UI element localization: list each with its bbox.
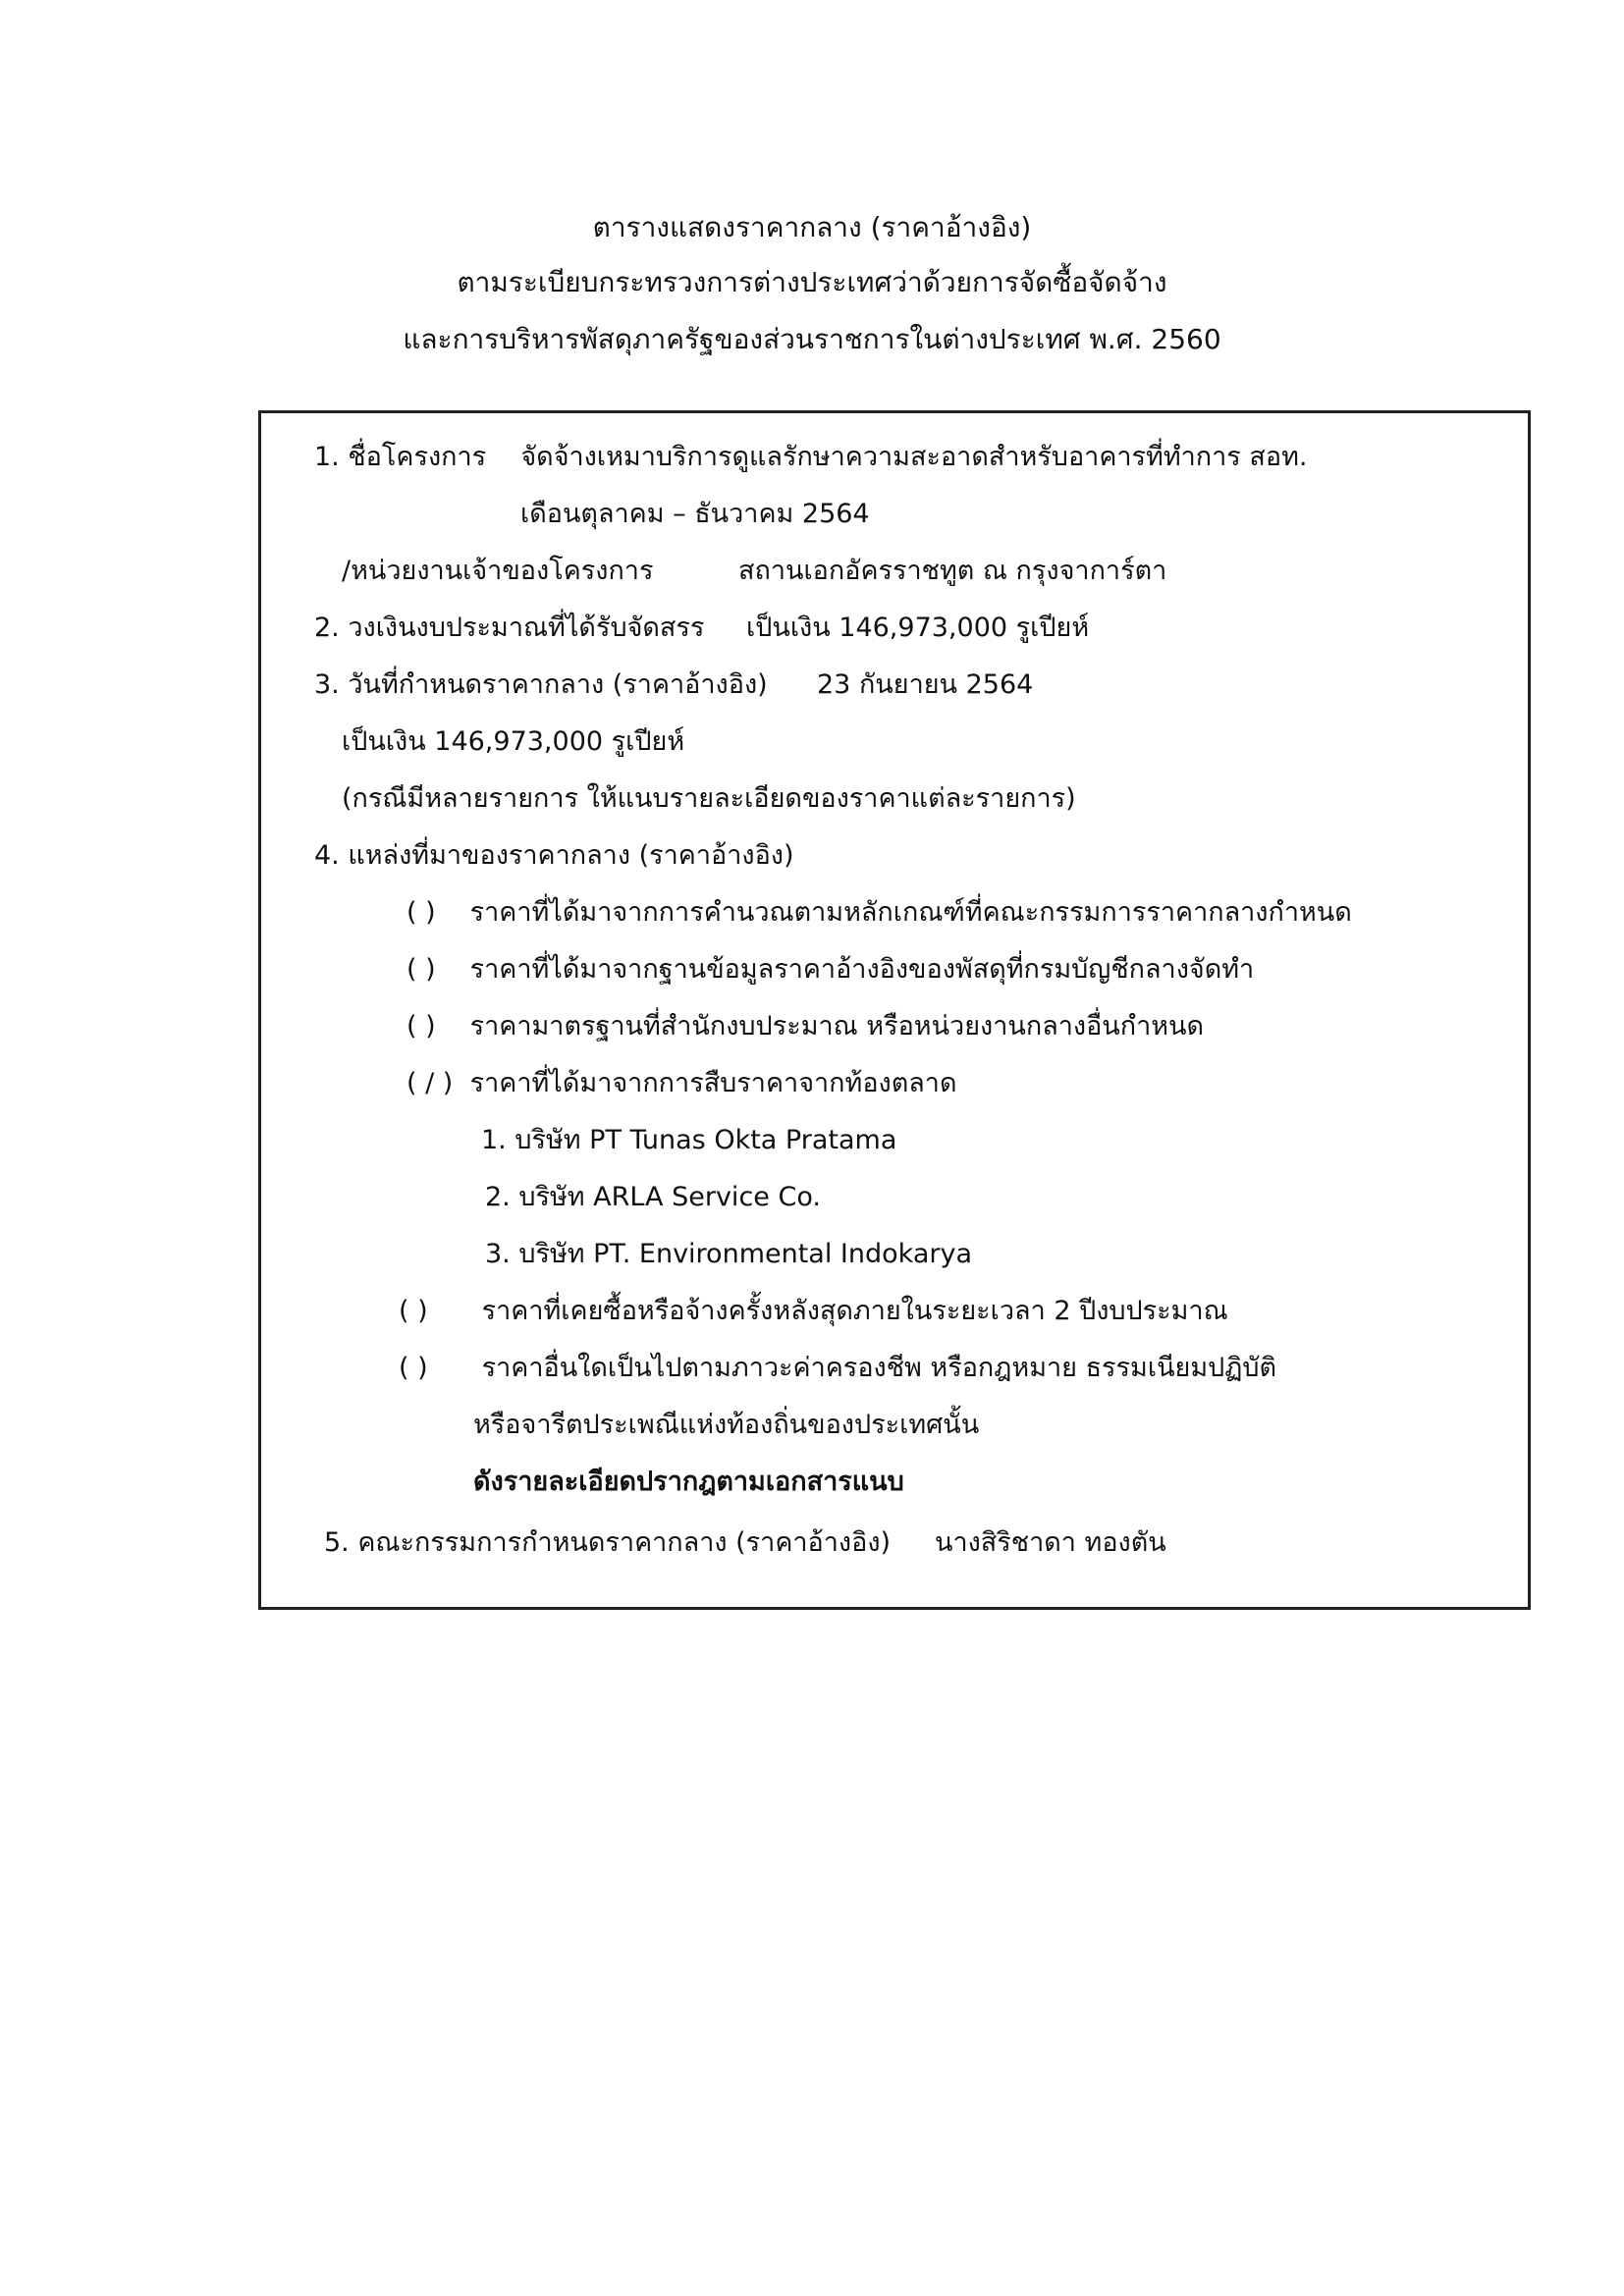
item4-option-6 <box>399 1349 1276 1388</box>
item1-row <box>314 438 1307 477</box>
item2-label: 2. วงเงินงบประมาณที่ได้รับจัดสรร <box>314 613 705 643</box>
checkbox-mark: ( ) <box>406 954 436 985</box>
item2-value: เป็นเงิน 146,973,000 รูเปียห์ <box>746 613 1090 643</box>
company-3: 3. บริษัท PT. Environmental Indokarya <box>485 1239 972 1269</box>
item4-label: 4. แหล่งที่มาของราคากลาง (ราคาอ้างอิง) <box>314 840 794 871</box>
item3-date: 23 กันยายน 2564 <box>817 669 1034 700</box>
item1-label: 1. ชื่อโครงการ <box>314 442 487 472</box>
item1-value: จัดจ้างเหมาบริการดูแลรักษาความสะอาดสำหรับอาคารที่ทำการ สอท. <box>520 442 1308 472</box>
option-text: ราคาที่ได้มาจากการสืบราคาจากท้องตลาด <box>469 1068 957 1098</box>
checkbox-mark: ( ) <box>406 1011 436 1041</box>
checkbox-mark: ( / ) <box>406 1068 454 1098</box>
option-text: ราคาที่ได้มาจากฐานข้อมูลราคาอ้างอิงของพัสดุที่กรมบัญชีกลางจัดทำ <box>469 954 1255 985</box>
option-text: ราคาที่เคยซื้อหรือจ้างครั้งหลังสุดภายในระยะเวลา 2 ปีงบประมาณ <box>481 1296 1228 1326</box>
item4-option-1 <box>406 893 1352 933</box>
item4-option-4 <box>406 1064 957 1103</box>
item3-amount: เป็นเงิน 146,973,000 รูเปียห์ <box>342 726 685 757</box>
item4-option-3 <box>406 1007 1204 1046</box>
item1-period: เดือนตุลาคม – ธันวาคม 2564 <box>520 499 870 529</box>
item4-option-5 <box>399 1292 1228 1331</box>
header-line-1: ตารางแสดงราคากลาง (ราคาอ้างอิง) <box>592 211 1032 243</box>
header-line-2: ตามระเบียบกระทรวงการต่างประเทศว่าด้วยการจัดซื้อจัดจ้าง <box>457 266 1167 298</box>
item4-option-2 <box>406 950 1254 989</box>
item4-continuation: หรือจารีตประเพณีแห่งท้องถิ่นของประเทศนั้น <box>473 1410 980 1440</box>
checkbox-mark: ( ) <box>406 897 436 928</box>
checkbox-mark: ( ) <box>399 1296 428 1326</box>
checkbox-mark: ( ) <box>399 1353 428 1383</box>
option-text: ราคาที่ได้มาจากการคำนวณตามหลักเกณฑ์ที่คณะกรรมการราคากลางกำหนด <box>469 897 1352 928</box>
option-text: ราคาอื่นใดเป็นไปตามภาวะค่าครองชีพ หรือกฎหมาย ธรรมเนียมปฏิบัติ <box>481 1353 1277 1383</box>
header-line-3: และการบริหารพัสดุภาครัฐของส่วนราชการในต่างประเทศ พ.ศ. 2560 <box>403 323 1221 355</box>
item5-value: นางสิริชาดา ทองตัน <box>935 1527 1166 1558</box>
option-text: ราคามาตรฐานที่สำนักงบประมาณ หรือหน่วยงานกลางอื่นกำหนด <box>469 1011 1205 1041</box>
item1-owner-value: สถานเอกอัครราชทูต ณ กรุงจาการ์ตา <box>738 556 1167 586</box>
attachment-note: ดังรายละเอียดปรากฎตามเอกสารแนบ <box>473 1467 904 1497</box>
company-1: 1. บริษัท PT Tunas Okta Pratama <box>481 1125 897 1155</box>
item3-note: (กรณีมีหลายรายการ ให้แนบรายละเอียดของราคาแต่ละรายการ) <box>342 783 1076 814</box>
item5-label: 5. คณะกรรมการกำหนดราคากลาง (ราคาอ้างอิง) <box>324 1527 892 1558</box>
company-2: 2. บริษัท ARLA Service Co. <box>485 1182 821 1212</box>
item3-label: 3. วันที่กำหนดราคากลาง (ราคาอ้างอิง) <box>314 669 768 700</box>
item1-owner-row <box>342 552 653 591</box>
item1-owner-label: /หน่วยงานเจ้าของโครงการ <box>342 556 654 586</box>
